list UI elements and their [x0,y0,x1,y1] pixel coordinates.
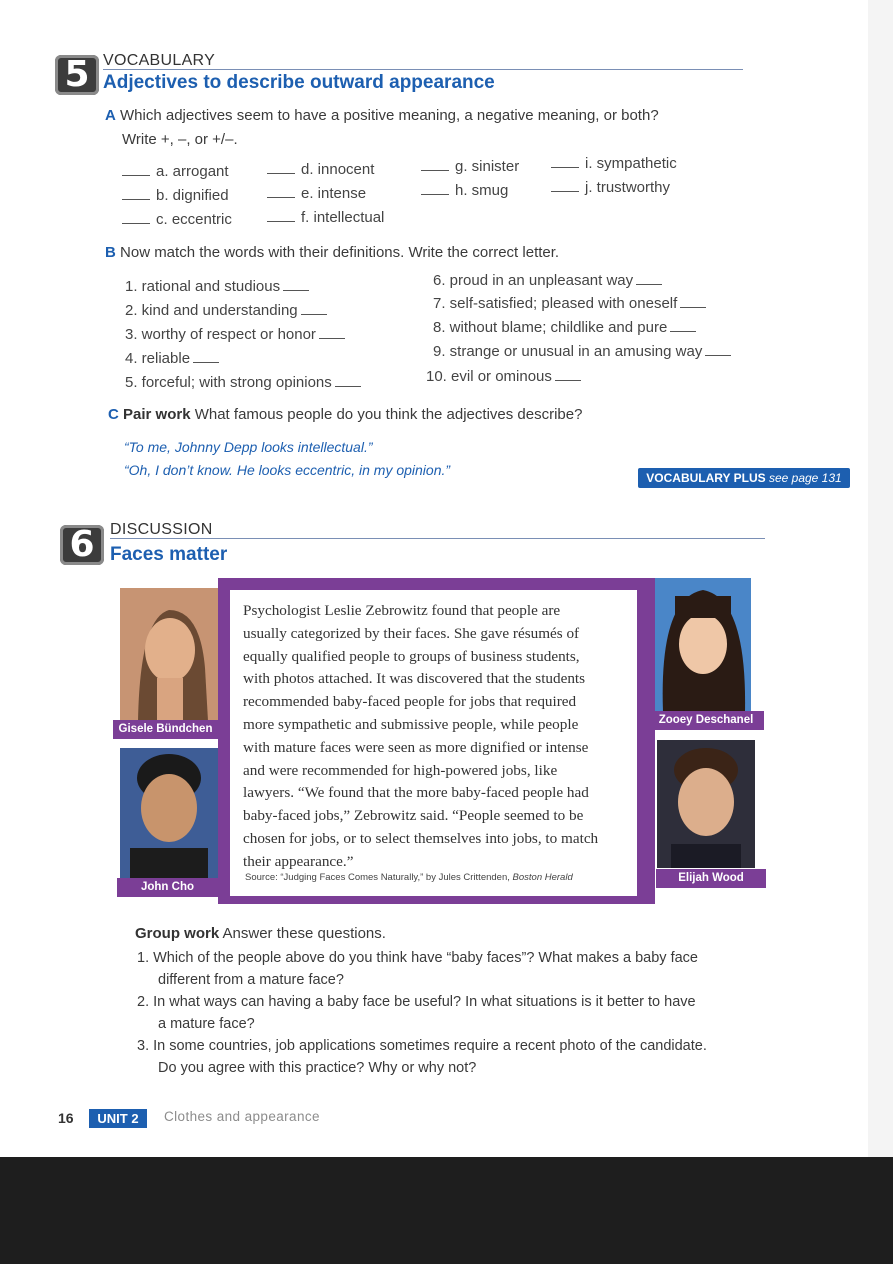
word-item[interactable]: g. sinister [421,158,519,175]
part-b-instruction: B Now match the words with their definitions. Write the correct letter. [105,244,560,261]
word-item[interactable]: f. intellectual [267,209,384,226]
part-c-instruction: C Pair work What famous people do you think the adjectives describe? [108,406,583,423]
word-item[interactable]: i. sympathetic [551,155,677,172]
pair-work-label: Pair work [123,406,191,423]
part-a-line1: Which adjectives seem to have a positive meaning, a negative meaning, or both? [120,107,659,124]
definition-item[interactable]: 9. strange or unusual in an amusing way [433,343,731,360]
question-2: 2. In what ways can having a baby face be useful? In what situations is it better to have [137,994,696,1010]
scan-edge [868,0,893,1264]
portrait-image [657,740,755,868]
question-1: 1. Which of the people above do you think have “baby faces”? What makes a baby face [137,950,698,966]
definition-item[interactable]: 5. forceful; with strong opinions [125,374,361,391]
definition-item[interactable]: 6. proud in an unpleasant way [433,272,662,289]
definition-item[interactable]: 3. worthy of respect or honor [125,326,345,343]
part-c-letter: C [108,406,119,423]
definition-item[interactable]: 7. self-satisfied; pleased with oneself [433,295,706,312]
definition-item[interactable]: 4. reliable [125,350,219,367]
photo-john [120,748,218,878]
section-number-badge: 5 [55,55,99,95]
example-quote-2: “Oh, I don’t know. He looks eccentric, in my opinion.” [124,462,451,478]
section-title: Faces matter [110,544,228,565]
name-tag: John Cho [117,878,218,897]
section-category: VOCABULARY [103,52,216,69]
part-a-line2: Write +, –, or +/–. [122,131,238,148]
name-tag: Gisele Bündchen [113,720,218,739]
definition-item[interactable]: 2. kind and understanding [125,302,327,319]
photo-elijah [657,740,755,868]
part-b-letter: B [105,244,116,261]
group-work-instruction: Group work Answer these questions. [135,925,386,942]
word-item[interactable]: b. dignified [122,187,229,204]
unit-title: Clothes and appearance [164,1109,320,1124]
section-rule [103,69,743,70]
name-tag: Zooey Deschanel [648,711,764,730]
question-1-cont: different from a mature face? [158,972,344,988]
article-source: Source: “Judging Faces Comes Naturally,” by Jules Crittenden, Boston Herald [245,872,573,883]
unit-badge: UNIT 2 [89,1109,147,1128]
question-3-cont: Do you agree with this practice? Why or why not? [158,1060,477,1076]
word-item[interactable]: e. intense [267,185,366,202]
group-work-label: Group work [135,925,220,942]
photo-gisele [120,588,218,721]
portrait-image [120,588,218,721]
article-text: Psychologist Leslie Zebrowitz found that people are usually categorized by their faces. She gave résumés of equally qualified people to groups of business students, with photos attached. It was discovered that the students recommended baby-faced people for jobs that required more sympathetic and submissive people, while people with mature faces were seen as more dignified or intense and were recommended for high-powered jobs, like lawyers. “We found that the more baby-faced people had baby-faced jobs,” Zebrowitz said. “People seemed to be chosen for jobs, or to select themselves into jobs, to match their appearance.” [243,602,599,870]
question-3: 3. In some countries, job applications sometimes require a recent photo of the candidate. [137,1038,707,1054]
definition-item[interactable]: 8. without blame; childlike and pure [433,319,696,336]
example-quote-1: “To me, Johnny Depp looks intellectual.” [124,439,373,455]
portrait-image [655,578,751,712]
word-item[interactable]: h. smug [421,182,508,199]
definition-item[interactable]: 10. evil or ominous [426,368,581,385]
section-rule [110,538,765,539]
scan-background [0,1157,893,1264]
vocabulary-plus-link[interactable]: VOCABULARY PLUS see page 131 [638,468,850,488]
question-2-cont: a mature face? [158,1016,255,1032]
word-item[interactable]: d. innocent [267,161,374,178]
page-number: 16 [58,1110,74,1126]
photo-zooey [655,578,751,712]
part-a-instruction [105,107,659,124]
portrait-image [120,748,218,878]
section-category: DISCUSSION [110,521,213,538]
section-title: Adjectives to describe outward appearance [103,72,495,93]
definition-item[interactable]: 1. rational and studious [125,278,309,295]
name-tag: Elijah Wood [656,869,766,888]
word-item[interactable]: c. eccentric [122,211,232,228]
section-number-badge: 6 [60,525,104,565]
word-item[interactable]: a. arrogant [122,163,229,180]
part-a-letter: A [105,107,116,124]
word-item[interactable]: j. trustworthy [551,179,670,196]
